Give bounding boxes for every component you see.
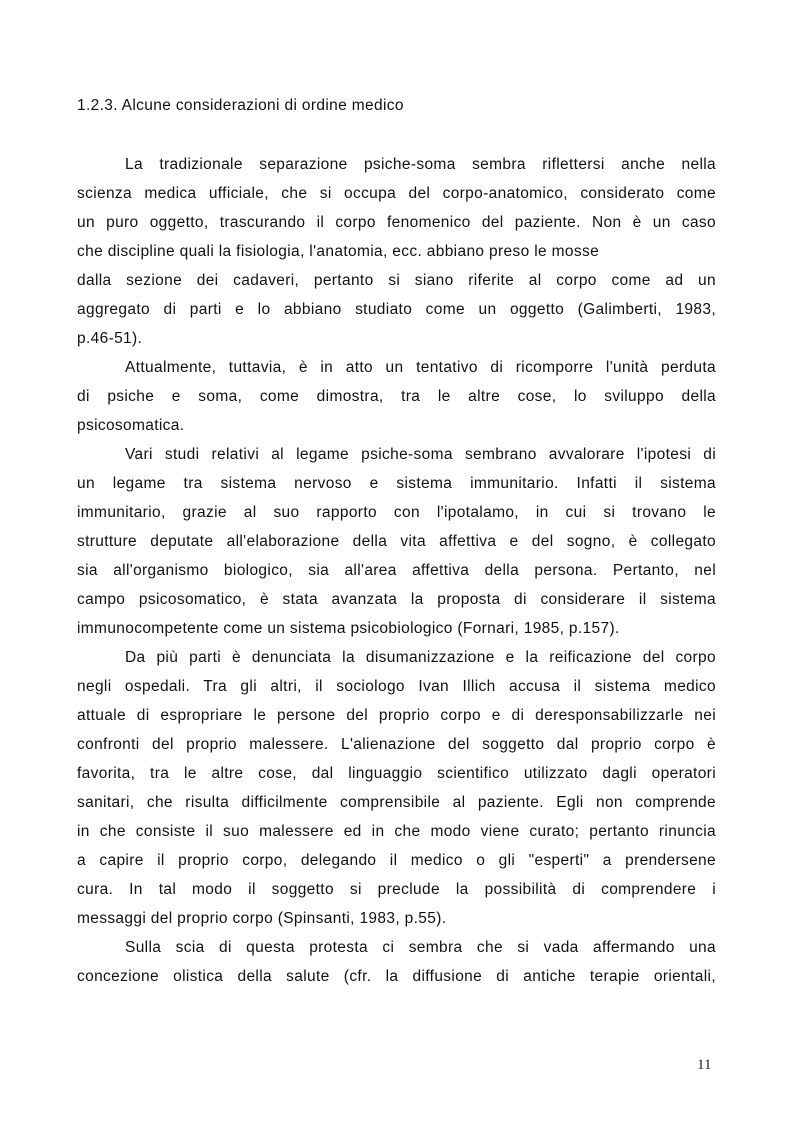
paragraph — [77, 643, 716, 933]
text-line: messaggi del proprio corpo (Spinsanti, 1983, p.55). — [77, 910, 447, 927]
text-line: immunitario, grazie al suo rapporto con l'ipotalamo, in cui si trovano le — [77, 504, 716, 521]
text-line: sanitari, che risulta difficilmente comprensibile al paziente. Egli non comprende — [77, 794, 716, 811]
body-text — [77, 150, 716, 991]
text-line: che discipline quali la fisiologia, l'anatomia, ecc. abbiano preso le mosse — [77, 243, 600, 260]
text-line: aggregato di parti e lo abbiano studiato come un oggetto (Galimberti, 1983, — [77, 301, 716, 318]
paragraph — [77, 266, 716, 353]
text-line: strutture deputate all'elaborazione della vita affettiva e del sogno, è collegato — [77, 533, 716, 550]
text-line: Vari studi relativi al legame psiche-soma sembrano avvalorare l'ipotesi di — [125, 446, 716, 463]
text-line: dalla sezione dei cadaveri, pertanto si siano riferite al corpo come ad un — [77, 272, 716, 289]
paragraph — [77, 440, 716, 643]
text-line: Sulla scia di questa protesta ci sembra che si vada affermando una — [125, 939, 716, 956]
text-line: a capire il proprio corpo, delegando il medico o gli "esperti" a prendersene — [77, 852, 716, 869]
text-line: scienza medica ufficiale, che si occupa del corpo-anatomico, considerato come — [77, 185, 716, 202]
text-line: in che consiste il suo malessere ed in che modo viene curato; pertanto rinuncia — [77, 823, 716, 840]
text-line: p.46-51). — [77, 330, 143, 347]
text-line: campo psicosomatico, è stata avanzata la proposta di considerare il sistema — [77, 591, 716, 608]
paragraph — [77, 150, 716, 266]
text-line: concezione olistica della salute (cfr. la diffusione di antiche terapie orientali, — [77, 968, 716, 985]
text-line: La tradizionale separazione psiche-soma sembra riflettersi anche nella — [125, 156, 716, 173]
page-number: 11 — [697, 1057, 712, 1073]
text-line: negli ospedali. Tra gli altri, il sociologo Ivan Illich accusa il sistema medico — [77, 678, 716, 695]
paragraph — [77, 353, 716, 440]
text-line: confronti del proprio malessere. L'alienazione del soggetto dal proprio corpo è — [77, 736, 716, 753]
text-line: psicosomatica. — [77, 417, 185, 434]
text-line: Da più parti è denunciata la disumanizzazione e la reificazione del corpo — [125, 649, 716, 666]
text-line: un legame tra sistema nervoso e sistema immunitario. Infatti il sistema — [77, 475, 716, 492]
text-line: favorita, tra le altre cose, dal linguaggio scientifico utilizzato dagli operatori — [77, 765, 716, 782]
text-line: attuale di espropriare le persone del proprio corpo e di deresponsabilizzarle nei — [77, 707, 716, 724]
text-line: cura. In tal modo il soggetto si preclude la possibilità di comprendere i — [77, 881, 716, 898]
text-line: Attualmente, tuttavia, è in atto un tentativo di ricomporre l'unità perduta — [125, 359, 716, 376]
text-line: di psiche e soma, come dimostra, tra le altre cose, lo sviluppo della — [77, 388, 716, 405]
paragraph — [77, 933, 716, 991]
section-heading: 1.2.3. Alcune considerazioni di ordine medico — [77, 97, 404, 114]
text-line: sia all'organismo biologico, sia all'area affettiva della persona. Pertanto, nel — [77, 562, 716, 579]
text-line: un puro oggetto, trascurando il corpo fenomenico del paziente. Non è un caso — [77, 214, 716, 231]
text-line: immunocompetente come un sistema psicobiologico (Fornari, 1985, p.157). — [77, 620, 620, 637]
